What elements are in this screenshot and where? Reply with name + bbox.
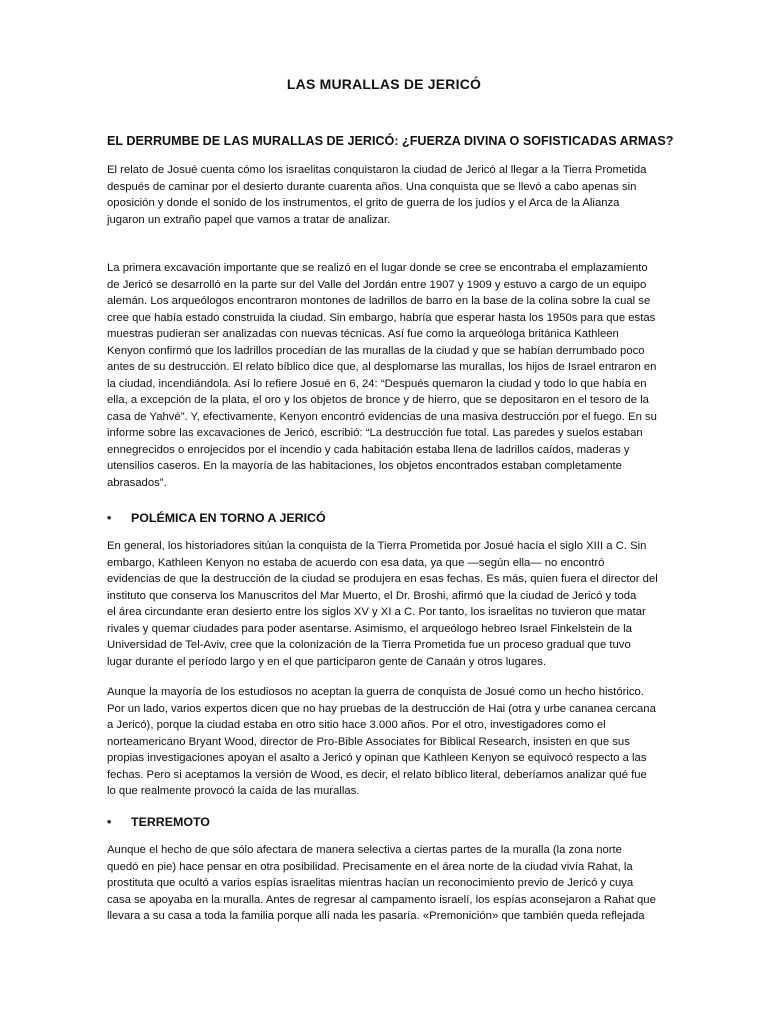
text-line: prostituta que ocultó a varios espías israelitas mientras hacían un reconocimiento previo de Jericó y cuya [107,877,634,889]
text-line: utensilios caseros. En la mayoría de las habitaciones, los objetos encontrados estaban completamente [107,460,622,472]
text-line: En general, los historiadores sitúan la conquista de la Tierra Prometida por Josué hacía el siglo XIII a C. Sin [107,540,647,552]
paragraph-intro [107,162,663,228]
section-subtitle: EL DERRUMBE DE LAS MURALLAS DE JERICÓ: ¿FUERZA DIVINA O SOFISTICADAS ARMAS? [107,134,674,148]
document-title: LAS MURALLAS DE JERICÓ [286,76,482,92]
bullet-marker: • [107,511,112,525]
text-line: casa se apoyaba en la muralla. Antes de regresar al campamento israelí, los espías aconsejaron a Rahat que [107,893,656,906]
text-line: fechas. Pero si aceptamos la versión de Wood, es decir, el relato bíblico literal, deberíamos analizar qué fue [107,768,647,781]
paragraph-terremoto [107,842,663,925]
paragraph-excavation [107,260,663,491]
text-line: llevara a su casa a toda la familia porque allí nada les pasaría. «Premonición» que también queda reflejada [107,910,645,922]
text-line: Universidad de Tel-Aviv, cree que la colonización de la Tierra Prometida fue un proceso gradual que tuvo [107,639,631,651]
text-line: oposición y donde el sonido de los instrumentos, el grito de guerra de los judíos y el Arca de la Alianza [107,197,620,209]
text-line: la ciudad, incendiándola. Así lo refiere Josué en 6, 24: “Después quemaron la ciudad y todo lo que había en [107,377,647,390]
section-heading-polemica [107,511,326,525]
text-line: cree que había estado construida la ciudad. Sin embargo, habría que esperar hasta los 1950s para que estas [107,311,656,324]
paragraph-estudiosos [107,684,663,800]
text-line: jugaron un extraño papel que vamos a tratar de analizar. [107,213,391,226]
text-line: La primera excavación importante que se realizó en el lugar donde se cree se encontraba el emplazamiento [107,262,648,274]
text-line: lugar durante el período largo y en el que participaron gente de Canaán y otros lugares. [107,655,546,668]
bullet-marker: • [107,815,112,829]
text-line: informe sobre las excavaciones de Jericó, escribió: “La destrucción fue total. Las paredes y suelos estaban [107,427,643,439]
section-heading-text: TERREMOTO [131,815,210,829]
text-line: el área circundante eran desierto entre los siglos XV y XI a C. Por tanto, los israelitas no tuvieron que matar [107,606,646,618]
text-line: instituto que conserva los Manuscritos del Mar Muerto, el Dr. Broshi, afirmó que la ciudad de Jericó y toda [107,589,637,602]
section-heading-terremoto [107,815,210,829]
text-line: antes de su destrucción. El relato bíblico dice que, al desplomarse las murallas, los hijos de Israel entraron en [107,361,657,373]
text-line: quedó en pie) hace pensar en otra posibilidad. Precisamente en el área norte de la ciudad vivía Rahat, la [107,860,633,873]
text-line: Aunque la mayoría de los estudiosos no aceptan la guerra de conquista de Josué como un hecho histórico. [107,686,644,698]
text-line: evidencias de que la destrucción de la ciudad se produjera en esas fechas. Es más, quien fuera el director del [107,573,658,585]
text-line: Kenyon confirmó que los ladrillos procedían de las murallas de la ciudad y que se habían derrumbado poco [107,344,645,357]
text-line: propias investigaciones apoyan el asalto a Jericó y opinan que Kathleen Kenyon se equivocó respecto a las [107,752,647,764]
section-heading-text: POLÉMICA EN TORNO A JERICÓ [131,511,326,525]
text-line: Aunque el hecho de que sólo afectara de manera selectiva a ciertas partes de la muralla (la zona norte [107,844,622,856]
text-line: muestras pudieran ser analizadas con nuevas técnicas. Así fue como la arqueóloga británica Kathleen [107,328,619,340]
text-line: Por un lado, varios expertos dicen que no hay pruebas de la destrucción de Hai (otra y urbe cananea cercana [107,702,656,715]
text-line: rivales y quemar ciudades para poder asentarse. Asimismo, el arqueólogo hebreo Israel Finkelstein de la [107,622,632,635]
text-line: El relato de Josué cuenta cómo los israelitas conquistaron la ciudad de Jericó al llegar a la Tierra Prometida [107,164,647,176]
text-line: a Jericó), porque la ciudad estaba en otro sitio hace 3.000 años. Por el otro, investigadores como el [107,719,606,731]
text-line: casa de Yahvé”. Y, efectivamente, Kenyon encontró evidencias de una masiva destrucción por el fuego. En su [107,410,657,423]
text-line: ella, a excepción de la plata, el oro y los objetos de bronce y de hierro, que se depositaron en el tesoro de la [107,394,649,406]
text-line: alemán. Los arqueólogos encontraron montones de ladrillos de barro en la base de la colina sobre la cual se [107,295,651,307]
text-line: de Jericó se desarrolló en la parte sur del Valle del Jordán entre 1907 y 1909 y estuvo a cargo de un equipo [107,278,647,291]
text-line: lo que realmente provocó la caída de las murallas. [107,785,360,797]
paragraph-polemica [107,538,663,670]
text-line: embargo, Kathleen Kenyon no estaba de acuerdo con esa data, ya que —según ella— no encontró [107,556,605,569]
text-line: abrasados”. [107,476,167,489]
text-line: norteamericano Bryant Wood, director de Pro-Bible Associates for Biblical Research, insisten en que sus [107,735,630,748]
text-line: ennegrecidos o enrojecidos por el incendio y cada habitación estaba llena de ladrillos caídos, maderas y [107,443,630,456]
text-line: después de caminar por el desierto durante cuarenta años. Una conquista que se llevó a cabo apenas sin [107,180,637,193]
